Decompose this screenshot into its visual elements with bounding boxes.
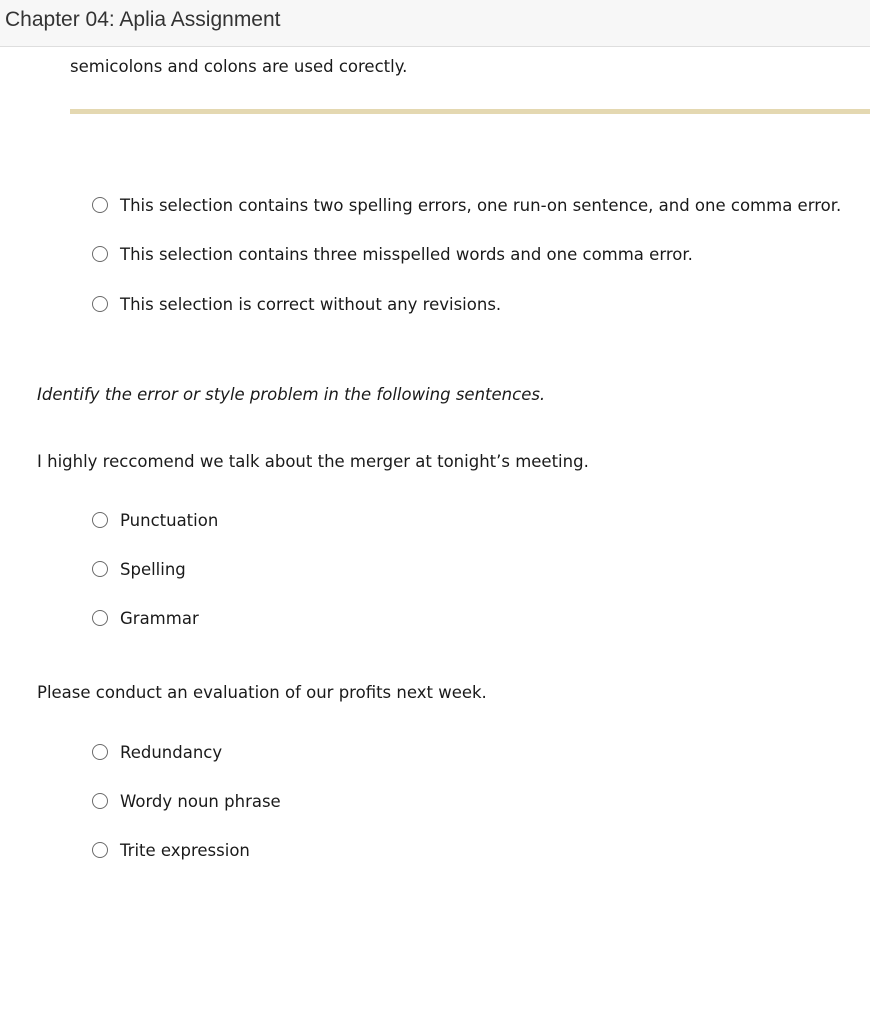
option-label: Trite expression bbox=[120, 840, 250, 860]
option-two-spelling-errors[interactable] bbox=[92, 193, 841, 217]
option-trite-expression[interactable] bbox=[92, 838, 250, 862]
question-sentence: Please conduct an evaluation of our profits next week. bbox=[37, 683, 487, 702]
option-grammar[interactable] bbox=[92, 606, 199, 630]
option-redundancy[interactable] bbox=[92, 740, 222, 764]
radio-button[interactable] bbox=[92, 793, 108, 809]
option-wordy-noun-phrase[interactable] bbox=[92, 789, 281, 813]
radio-button[interactable] bbox=[92, 561, 108, 577]
radio-button[interactable] bbox=[92, 246, 108, 262]
option-label: Wordy noun phrase bbox=[120, 791, 281, 811]
radio-button[interactable] bbox=[92, 744, 108, 760]
option-label: Spelling bbox=[120, 559, 186, 579]
option-label: This selection contains three misspelled words and one comma error. bbox=[120, 244, 693, 264]
option-spelling[interactable] bbox=[92, 557, 186, 581]
radio-button[interactable] bbox=[92, 512, 108, 528]
option-correct-without-revisions[interactable] bbox=[92, 292, 501, 316]
radio-button[interactable] bbox=[92, 610, 108, 626]
option-punctuation[interactable] bbox=[92, 508, 218, 532]
page-title: Chapter 04: Aplia Assignment bbox=[5, 8, 281, 31]
option-label: Punctuation bbox=[120, 510, 219, 530]
question-sentence: I highly reccomend we talk about the merger at tonight’s meeting. bbox=[37, 452, 589, 471]
previous-question-text: semicolons and colons are used corectly. bbox=[70, 57, 408, 76]
radio-button[interactable] bbox=[92, 197, 108, 213]
option-three-misspelled-words[interactable] bbox=[92, 242, 693, 266]
radio-button[interactable] bbox=[92, 842, 108, 858]
option-label: Grammar bbox=[120, 608, 199, 628]
option-label: This selection is correct without any revisions. bbox=[120, 294, 502, 314]
option-label: This selection contains two spelling errors, one run-on sentence, and one comma error. bbox=[120, 195, 842, 215]
option-label: Redundancy bbox=[120, 742, 223, 762]
section-divider bbox=[70, 109, 870, 114]
radio-button[interactable] bbox=[92, 296, 108, 312]
instruction-text: Identify the error or style problem in the following sentences. bbox=[37, 385, 546, 404]
title-bar bbox=[0, 0, 870, 47]
